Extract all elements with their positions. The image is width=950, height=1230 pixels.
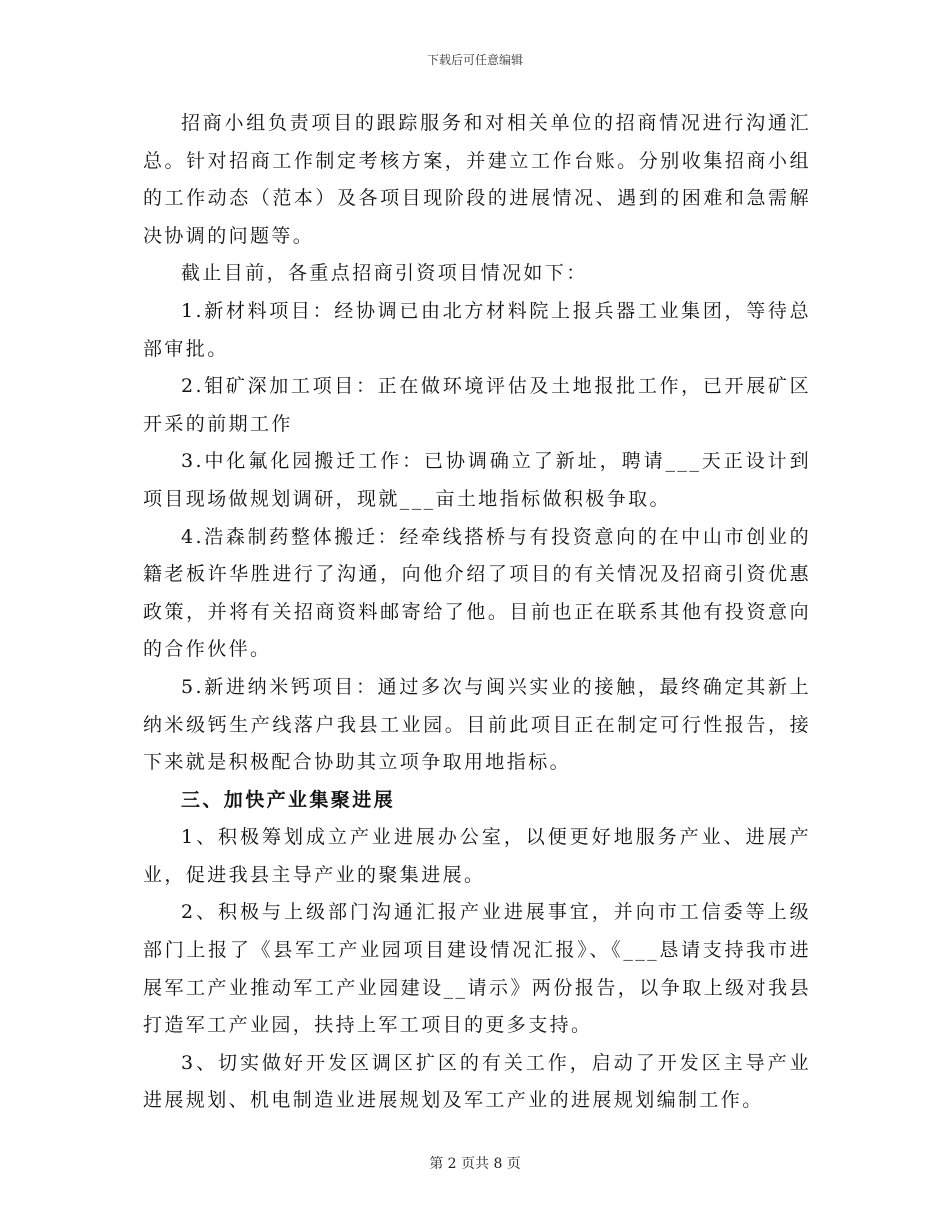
paragraph-item-1: 1.新材料项目：经协调已由北方材料院上报兵器工业集团，等待总部审批。 — [143, 299, 811, 360]
paragraph-summary-lead: 截止目前，各重点招商引资项目情况如下： — [181, 262, 588, 285]
section-heading: 三、加快产业集聚进展 — [181, 788, 396, 811]
paragraph-section-item-3: 3、切实做好开发区调区扩区的有关工作，启动了开发区主导产业进展规划、机电制造业进展规划及军工产业的进展规划编制工作。 — [143, 1051, 811, 1112]
paragraph-item-2: 2.钼矿深加工项目：正在做环境评估及土地报批工作，已开展矿区开采的前期工作 — [143, 375, 811, 435]
page-footer: 第 2 页共 8 页 — [429, 1156, 521, 1172]
paragraph-item-4: 4.浩森制药整体搬迁：经牵线搭桥与有投资意向的在中山市创业的籍老板许华胜进行了沟通，向他介绍了项目的有关情况及招商引资优惠政策，并将有关招商资料邮寄给了他。目前也正在联系其他有投资意向的合作伙伴。 — [143, 525, 811, 661]
paragraph-item-5: 5.新进纳米钙项目：通过多次与闽兴实业的接触，最终确定其新上纳米级钙生产线落户我县工业园。目前此项目正在制定可行性报告，接下来就是积极配合协助其立项争取用地指标。 — [143, 675, 811, 774]
paragraph-section-item-1: 1、积极筹划成立产业进展办公室，以便更好地服务产业、进展产业，促进我县主导产业的聚集进展。 — [143, 826, 811, 886]
document-body — [143, 105, 811, 1120]
page-header: 下载后可任意编辑 — [426, 53, 523, 67]
paragraph-item-3: 3.中化氟化园搬迁工作：已协调确立了新址，聘请___天正设计到项目现场做规划调研，现就___亩土地指标做积极争取。 — [143, 450, 811, 510]
paragraph-section-item-2: 2、积极与上级部门沟通汇报产业进展事宜，并向市工信委等上级部门上报了《县军工产业园项目建设情况汇报》、《___恳请支持我市进展军工产业推动军工产业园建设__请示》两份报告，以争取上级对我县打造军工产业园，扶持上军工项目的更多支持。 — [143, 901, 811, 1037]
paragraph-intro: 招商小组负责项目的跟踪服务和对相关单位的招商情况进行沟通汇总。针对招商工作制定考核方案，并建立工作台账。分别收集招商小组的工作动态（范本）及各项目现阶段的进展情况、遇到的困难和急需解决协调的问题等。 — [143, 112, 811, 247]
